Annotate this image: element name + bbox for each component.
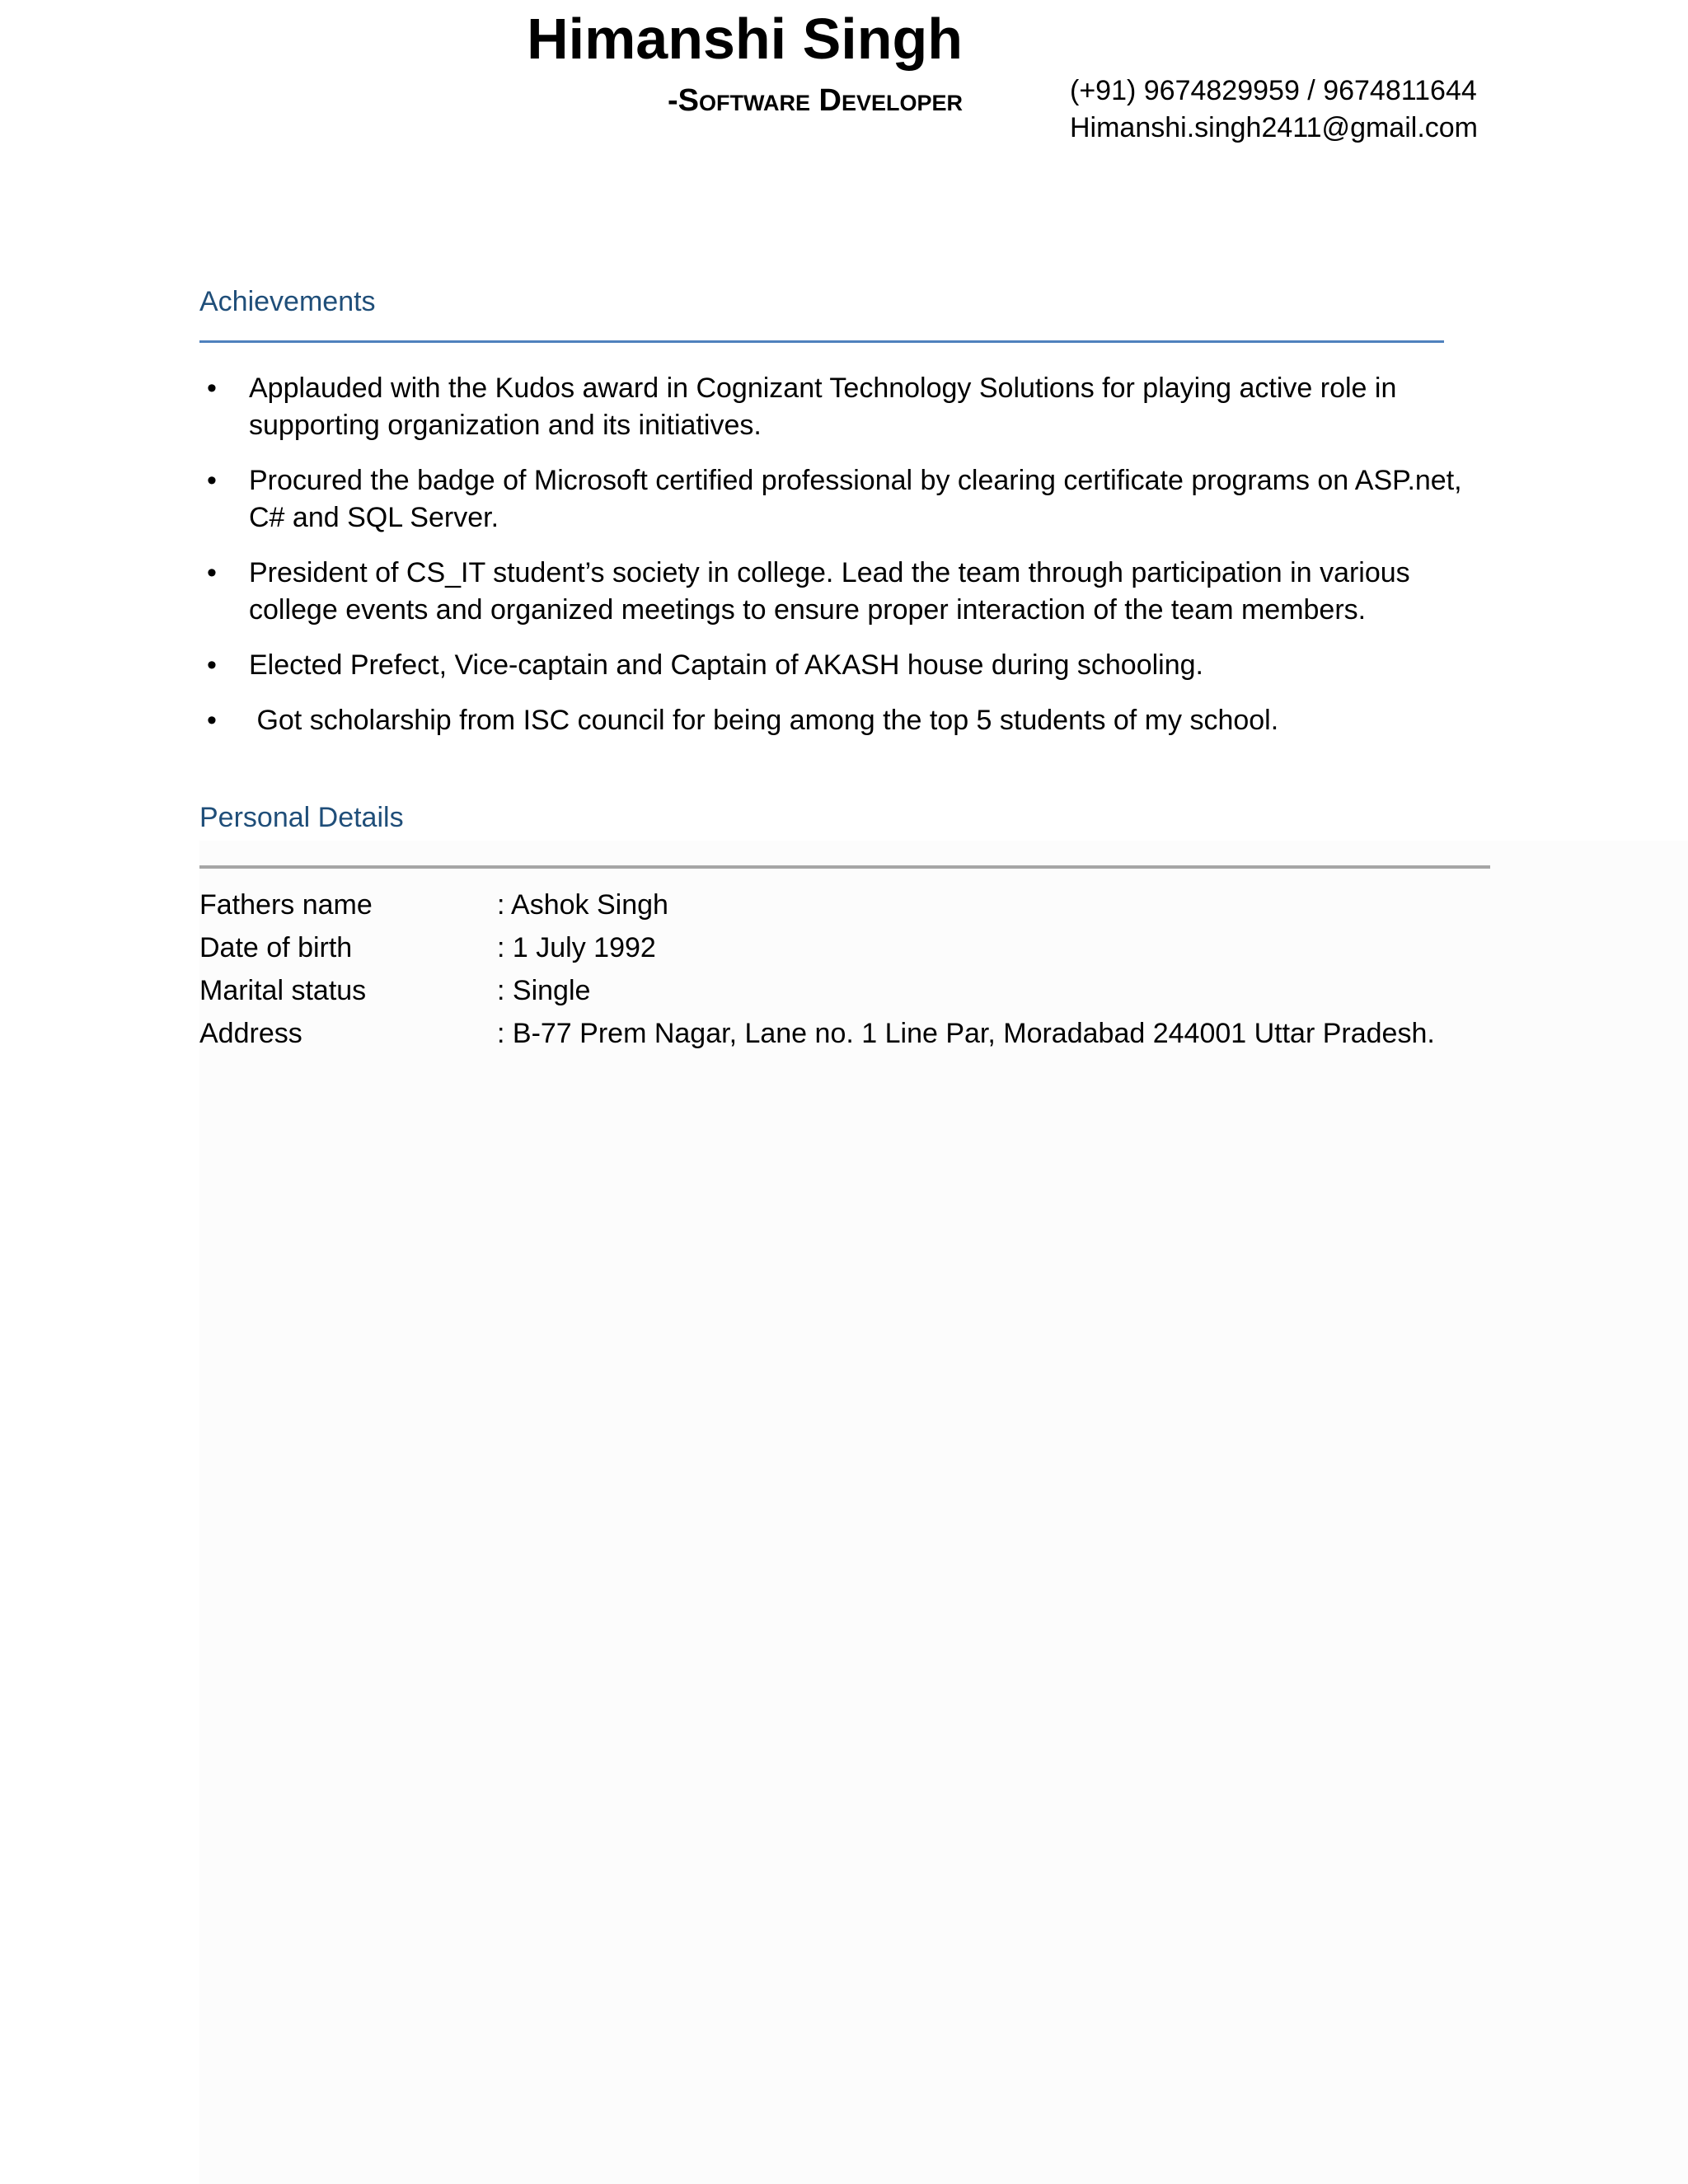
achievements-divider	[199, 340, 1444, 343]
phone-numbers: (+91) 9674829959 / 9674811644	[1070, 75, 1477, 106]
achievement-text: Got scholarship from ISC council for being among the top 5 students of my school.	[249, 705, 1279, 736]
achievement-item	[199, 555, 1502, 629]
detail-value: : Ashok Singh	[497, 889, 668, 921]
achievement-item	[199, 702, 1502, 739]
detail-row-fathers-name	[199, 883, 1601, 926]
contact-block	[1070, 73, 1478, 147]
achievement-text: Applauded with the Kudos award in Cognizant Technology Solutions for playing active role in supporting organization and its initiatives.	[249, 373, 1397, 441]
achievement-text: Elected Prefect, Vice-captain and Captain of AKASH house during schooling.	[249, 649, 1203, 681]
detail-value: : Single	[497, 975, 591, 1006]
detail-label: Fathers name	[199, 889, 373, 921]
email-address: Himanshi.singh2411@gmail.com	[1070, 112, 1478, 143]
bullet-icon: •	[207, 373, 217, 404]
detail-label: Date of birth	[199, 932, 353, 963]
detail-row-date-of-birth	[199, 926, 1601, 969]
detail-row-marital-status	[199, 969, 1601, 1012]
personal-details-table	[199, 883, 1601, 1055]
candidate-name: Himanshi Singh	[527, 7, 963, 71]
achievement-item	[199, 647, 1502, 684]
detail-label: Address	[199, 1018, 302, 1049]
bullet-icon: •	[207, 557, 217, 588]
detail-value: : B-77 Prem Nagar, Lane no. 1 Line Par, Moradabad 244001 Uttar Pradesh.	[497, 1018, 1435, 1049]
detail-label: Marital status	[199, 975, 367, 1006]
achievement-text: President of CS_IT student’s society in college. Lead the team through participation in various college events and organized meetings to ensure proper interaction of the team members.	[249, 557, 1410, 626]
personal-details-divider	[199, 865, 1490, 869]
achievements-heading: Achievements	[199, 286, 376, 317]
bullet-icon: •	[207, 705, 217, 736]
candidate-role: -Software Developer	[667, 83, 963, 118]
bullet-icon: •	[207, 649, 217, 681]
detail-value: : 1 July 1992	[497, 932, 656, 963]
achievement-item	[199, 462, 1502, 537]
detail-row-address	[199, 1012, 1601, 1055]
achievement-text: Procured the badge of Microsoft certified professional by clearing certificate programs on ASP.net, C# and SQL Server.	[249, 465, 1462, 533]
achievement-item	[199, 370, 1502, 444]
personal-details-heading: Personal Details	[199, 802, 404, 833]
achievements-list	[199, 370, 1502, 757]
bullet-icon: •	[207, 465, 217, 496]
